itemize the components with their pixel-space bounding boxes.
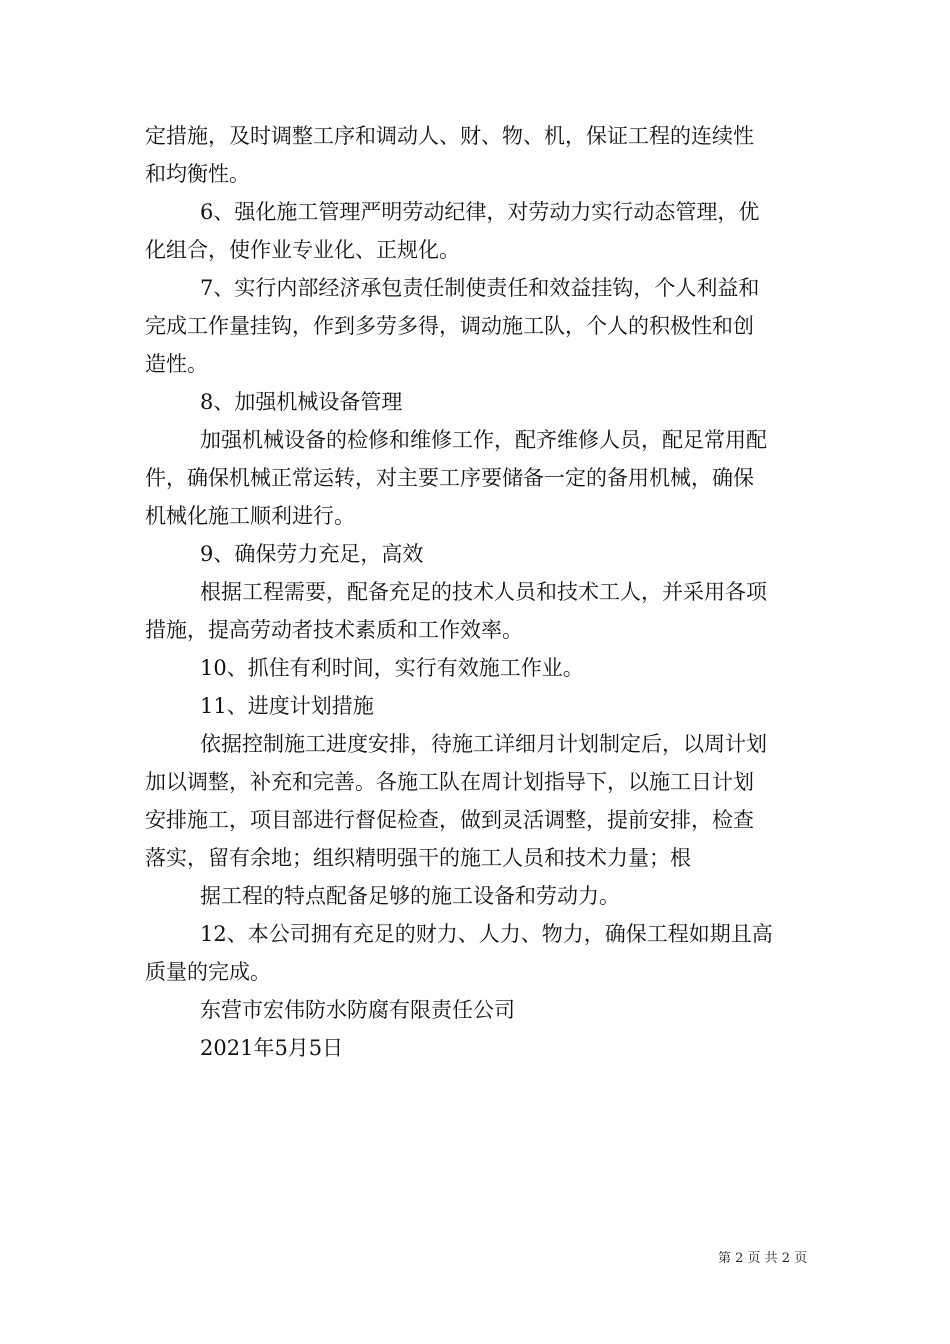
paragraph-line: 质量的完成。	[145, 960, 271, 984]
paragraph-line: 完成工作量挂钩，作到多劳多得，调动施工队，个人的积极性和创	[145, 314, 754, 338]
paragraph	[145, 573, 813, 649]
paragraph-line: 12、本公司拥有充足的财力、人力、物力，确保工程如期且高	[200, 922, 773, 946]
paragraph	[145, 535, 813, 573]
paragraph-line: 加强机械设备的检修和维修工作，配齐维修人员，配足常用配	[200, 428, 767, 452]
paragraph	[145, 421, 813, 535]
paragraph-line: 2021年5月5日	[200, 1036, 344, 1060]
paragraph	[145, 117, 813, 193]
paragraph-line: 机械化施工顺利进行。	[145, 504, 355, 528]
paragraph	[145, 269, 813, 383]
paragraph-line: 7、实行内部经济承包责任制使责任和效益挂钩，个人利益和	[200, 276, 760, 300]
paragraph-line: 8、加强机械设备管理	[200, 390, 403, 414]
paragraph	[145, 687, 813, 725]
paragraph-line: 据工程的特点配备足够的施工设备和劳动力。	[200, 884, 620, 908]
page-number-footer: 第 2 页 共 2 页	[718, 1251, 808, 1266]
paragraph-line: 10、抓住有利时间，实行有效施工作业。	[200, 656, 584, 680]
paragraph	[145, 649, 813, 687]
paragraph-line: 东营市宏伟防水防腐有限责任公司	[200, 998, 515, 1022]
paragraph-line: 件，确保机械正常运转，对主要工序要储备一定的备用机械，确保	[145, 466, 754, 490]
paragraph-line: 安排施工，项目部进行督促检查，做到灵活调整，提前安排，检查	[145, 808, 754, 832]
paragraph-line: 造性。	[145, 352, 208, 376]
paragraph	[145, 991, 813, 1029]
paragraph-line: 依据控制施工进度安排，待施工详细月计划制定后，以周计划	[200, 732, 767, 756]
paragraph	[145, 877, 813, 915]
paragraph-line: 落实，留有余地；组织精明强干的施工人员和技术力量；根	[145, 846, 691, 870]
paragraph-line: 和均衡性。	[145, 162, 250, 186]
paragraph	[145, 915, 813, 991]
paragraph-line: 6、强化施工管理严明劳动纪律，对劳动力实行动态管理，优	[200, 200, 760, 224]
paragraph-line: 加以调整，补充和完善。各施工队在周计划指导下，以施工日计划	[145, 770, 754, 794]
paragraph	[145, 1029, 813, 1067]
paragraph	[145, 383, 813, 421]
paragraph-line: 定措施，及时调整工序和调动人、财、物、机，保证工程的连续性	[145, 124, 754, 148]
paragraph-line: 11、进度计划措施	[200, 694, 374, 718]
document-body	[145, 117, 813, 1067]
paragraph	[145, 193, 813, 269]
paragraph-line: 措施，提高劳动者技术素质和工作效率。	[145, 618, 523, 642]
paragraph-line: 化组合，使作业专业化、正规化。	[145, 238, 460, 262]
paragraph	[145, 725, 813, 877]
paragraph-line: 9、确保劳力充足，高效	[200, 542, 424, 566]
paragraph-line: 根据工程需要，配备充足的技术人员和技术工人，并采用各项	[200, 580, 767, 604]
